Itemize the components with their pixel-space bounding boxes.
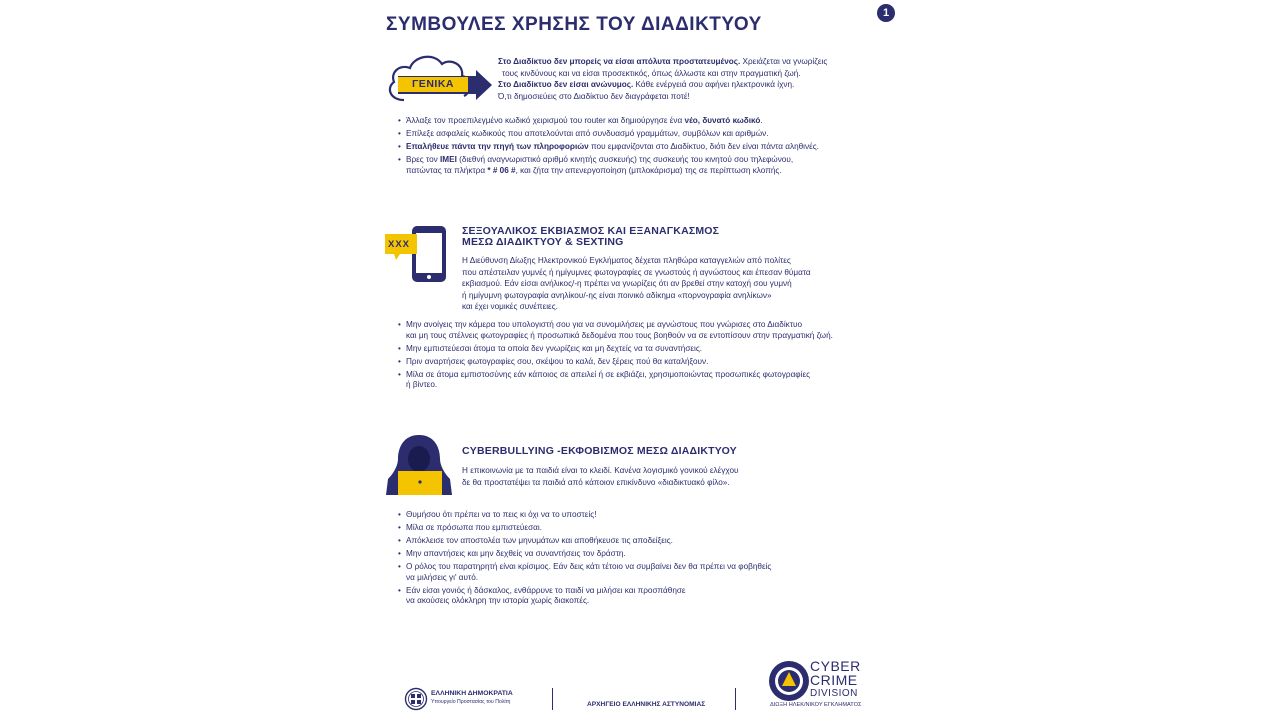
footer-divider-1 (552, 688, 553, 710)
general-line-1: Στο Διαδίκτυο δεν μπορείς να είσαι απόλυτα προστατευμένος. Χρειάζεται να γνωρίζεις (498, 57, 828, 66)
footer-divider-2 (735, 688, 736, 710)
cyberbullying-paragraph: Η επικοινωνία με τα παιδιά είναι το κλειδί. Κανένα λογισμικό γονικού ελέγχου δε θα προστατέψει τα παιδιά από κάποιον επικίνδυνο «διαδικτυακό φίλο». (462, 466, 739, 487)
general-intro (498, 56, 898, 102)
sexting-bullet-3: • Πριν αναρτήσεις φωτογραφίες σου, σκέψου το καλά, δεν ξέρεις πού θα καταλήξουν. (398, 357, 908, 368)
page-title: ΣΥΜΒΟΥΛΕΣ ΧΡΗΣΗΣ ΤΟΥ ΔΙΑΔΙΚΤΥΟΥ (386, 14, 762, 35)
cyberbullying-bullet-5-cont: να μιλήσεις γι' αυτό. (406, 572, 479, 582)
page-number-badge: 1 (877, 4, 895, 22)
gov-subtitle: Υπουργείο Προστασίας του Πολίτη (431, 699, 511, 705)
sexting-paragraph: Η Διεύθυνση Δίωξης Ηλεκτρονικού Εγκλήματος δέχεται πληθώρα καταγγελιών από πολίτες που απέστειλαν γυμνές ή ημίγυμνες φωτογραφίες σε γνωστούς ή αγνώστους και έπεσαν θύματα εκβιασμού. Εάν είσαι ανήλικος/-η πρέπει να γνωρίζεις ότι αν βρεθεί στην κατοχή σου γυμνή ή ημίγυμνη φωτογραφία ανηλίκου/-ης είναι ποινικό αδίκημα «πορνογραφία ανηλίκων» και έχει νομικές συνέπειες. (462, 256, 811, 311)
cyberbullying-bullet-1: • Θυμήσου ότι πρέπει να το πεις κι όχι να το υποστείς! (398, 510, 898, 521)
sexting-badge: XXX (388, 239, 411, 250)
crime-word: CRIME (810, 672, 858, 688)
gov-title: ΕΛΛΗΝΙΚΗ ΔΗΜΟΚΡΑΤΙΑ (431, 690, 513, 697)
sexting-bullet-1-cont: και μη τους στέλνεις φωτογραφίες ή προσωπικά δεδομένα που τους βοηθούν να σε εντοπίσουν στην πραγματική ζωή. (406, 330, 833, 340)
sexting-bullet-4: • Μίλα σε άτομα εμπιστοσύνης εάν κάποιος σε απειλεί ή σε εκβιάζει, χρησιμοποιώντας προσωπικές φωτογραφίες (398, 370, 908, 381)
sexting-bullets (398, 320, 908, 391)
general-bullet-2: • Επίλεξε ασφαλείς κωδικούς που αποτελούνται από συνδυασμό γραμμάτων, συμβόλων και αριθμών. (398, 129, 898, 140)
general-badge: ΓΕΝΙΚΑ (398, 77, 468, 92)
sexting-bullet-1: • Μην ανοίγεις την κάμερα του υπολογιστή σου για να συνομιλήσεις με αγνώστους που γνώρισες στο Διαδίκτυο (398, 320, 908, 331)
phone-icon (384, 224, 450, 284)
greek-emblem-icon (404, 687, 428, 711)
sexting-bullet-4-cont: ή βίντεο. (406, 380, 438, 390)
cyberbullying-bullet-4: • Μην απαντήσεις και μην δεχθείς να συναντήσεις τον δράστη. (398, 549, 898, 560)
cyberbullying-bullets (398, 510, 898, 607)
cyberbullying-bullet-6: • Εάν είσαι γονιός ή δάσκαλος, ενθάρρυνε το παιδί να μιλήσει και προσπάθησε (398, 586, 898, 597)
cyberbullying-bullet-6-cont: να ακούσεις ολόκληρη την ιστορία χωρίς διακοπές. (406, 596, 590, 606)
cyberbullying-bullet-3: • Απόκλεισε τον αποστολέα των μηνυμάτων και αποθήκευσε τις αποδείξεις. (398, 536, 898, 547)
general-bullets (398, 116, 898, 176)
cyber-crime-badge-icon (768, 660, 810, 702)
cyberbullying-heading: CYBERBULLYING -ΕΚΦΟΒΙΣΜΟΣ ΜΕΣΩ ΔΙΑΔΙΚΤΥΟΥ (462, 445, 737, 457)
hooded-hacker-icon (384, 433, 454, 497)
general-line-3: Στο Διαδίκτυο δεν είσαι ανώνυμος. Κάθε ενέργειά σου αφήνει ηλεκτρονικά ίχνη. (498, 80, 795, 89)
poster-page (378, 0, 908, 720)
sexting-bullet-2: • Μην εμπιστεύεσαι άτομα τα οποία δεν γνωρίζεις και μη δεχτείς να τα συναντήσεις. (398, 344, 908, 355)
cyberbullying-bullet-2: • Μίλα σε πρόσωπα που εμπιστεύεσαι. (398, 523, 898, 534)
cyber-word: CYBER (810, 658, 861, 674)
cyberbullying-bullet-5: • Ο ρόλος του παρατηρητή είναι κρίσιμος. Εάν δεις κάτι τέτοιο να συμβαίνει δεν θα πρέπει να φοβηθείς (398, 562, 898, 573)
general-bullet-3: • Επαλήθευε πάντα την πηγή των πληροφοριών που εμφανίζονται στο Διαδίκτυο, διότι δεν είναι πάντα αληθινές. (398, 142, 898, 153)
sexting-heading-1: ΣΕΞΟΥΑΛΙΚΟΣ ΕΚΒΙΑΣΜΟΣ ΚΑΙ ΕΞΑΝΑΓΚΑΣΜΟΣ (462, 225, 720, 237)
division-word: DIVISION (810, 688, 858, 699)
sexting-heading-2: ΜΕΣΩ ΔΙΑΔΙΚΤΥΟΥ & SEXTING (462, 236, 624, 248)
general-line-4: Ό,τι δημοσιεύεις στο Διαδίκτυο δεν διαγράφεται ποτέ! (498, 91, 690, 101)
police-hq-label: ΑΡΧΗΓΕΙΟ ΕΛΛΗΝΙΚΗΣ ΑΣΤΥΝΟΜΙΑΣ (587, 701, 706, 708)
general-bullet-4-cont: πατώντας τα πλήκτρα * # 06 #, και ζήτα την απενεργοποίηση (μπλοκάρισμα) της σε περίπτωση κλοπής. (406, 165, 782, 175)
cyber-crime-subtitle: ΔΙΩΞΗ ΗΛΕΚ/ΝΙΚΟΥ ΕΓΚΛΗΜΑΤΟΣ (770, 702, 862, 708)
general-line-2: τους κινδύνους και να είσαι προσεκτικός, όπως άλλωστε και στην πραγματική ζωή. (502, 68, 801, 78)
general-bullet-1: • Άλλαξε τον προεπιλεγμένο κωδικό χειρισμού του router και δημιούργησε ένα νέο, δυνατό κωδικό. (398, 116, 898, 127)
general-bullet-4: • Βρες τον IMEI (διεθνή αναγνωριστικό αριθμό κινητής συσκευής) της συσκευής του κινητού σου τηλεφώνου, (398, 155, 898, 166)
